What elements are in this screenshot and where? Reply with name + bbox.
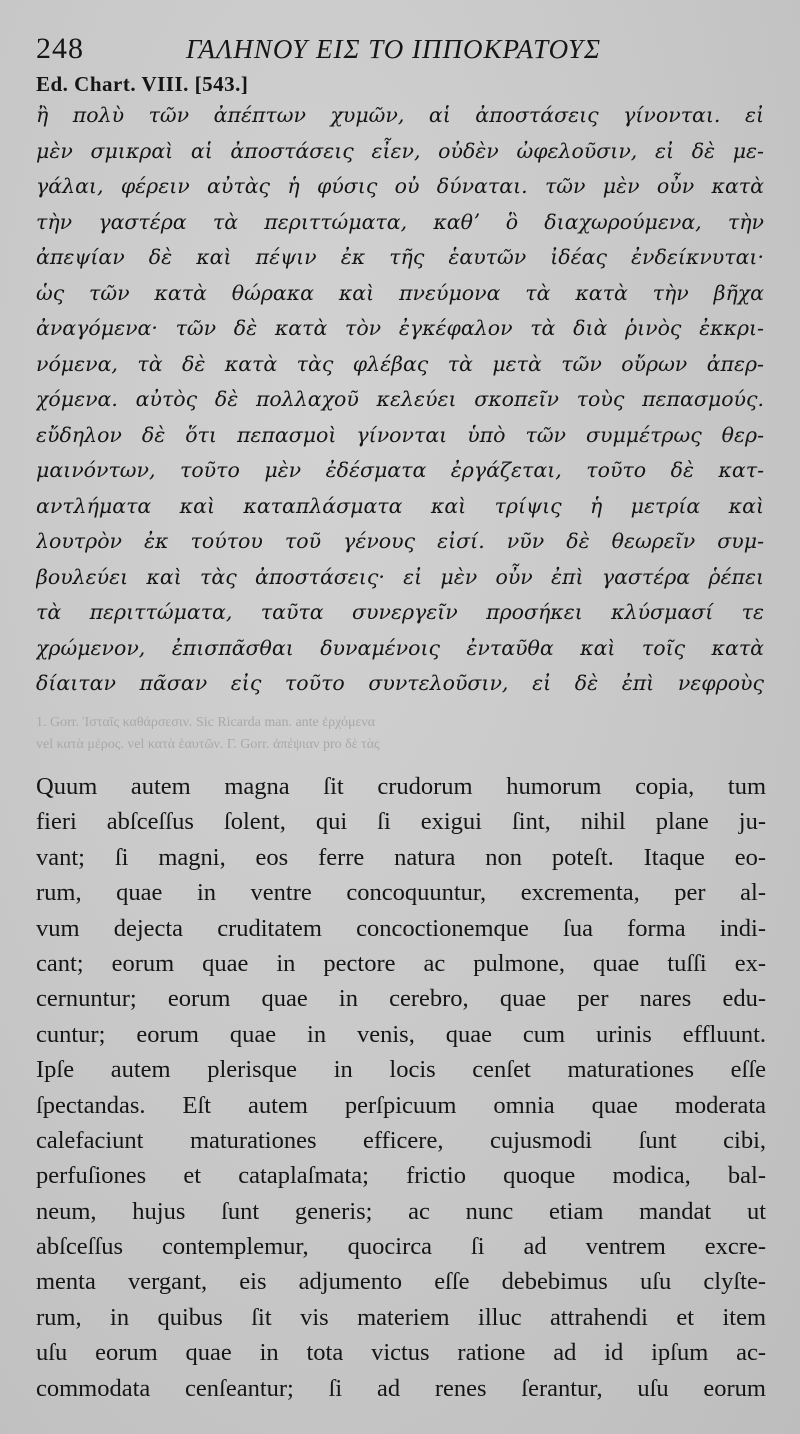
latin-text-line: uſu eorum quae in tota victus ratione ad id ipſum ac- bbox=[36, 1339, 766, 1367]
greek-text-line: ἢ πολὺ τῶν ἀπέπτων χυμῶν, αἱ ἀποστάσεις γίνονται. εἰ bbox=[36, 103, 764, 127]
show-through-line: 1. Gorr. Ἱσταῖς καθάρσεσιν. Sic Ricarda man. ante ἐρχόμενα bbox=[36, 715, 376, 730]
greek-text-block bbox=[36, 98, 764, 702]
show-through-line: vel κατὰ μέρος. vel κατὰ ἑαυτῶν. Γ. Gorr. ἀπέψιαν pro δὲ τὰς bbox=[36, 737, 380, 752]
greek-text-line: εὔδηλον δὲ ὅτι πεπασμοὶ γίνονται ὑπὸ τῶν συμμέτρως θερ- bbox=[36, 422, 764, 447]
latin-text-line: vum dejecta cruditatem concoctionemque ſua forma indi- bbox=[36, 914, 766, 942]
greek-text-line: τὴν γαστέρα τὰ περιττώματα, καθʼ ὃ διαχωρούμενα, τὴν bbox=[36, 209, 764, 234]
latin-text-line: vant; ſi magni, eos ferre natura non poteſt. Itaque eo- bbox=[36, 843, 766, 871]
latin-text-line: abſceſſus contemplemur, quocirca ſi ad ventrem excre- bbox=[36, 1233, 766, 1261]
latin-text-line: calefaciunt maturationes efficere, cujusmodi ſunt cibi, bbox=[36, 1126, 766, 1154]
latin-text-line: rum, quae in ventre concoquuntur, excrementa, per al- bbox=[36, 879, 766, 907]
latin-text-line: ſpectandas. Eſt autem perſpicuum omnia quae moderata bbox=[36, 1091, 766, 1119]
latin-text-line: fieri abſceſſus ſolent, qui ſi exigui ſint, nihil plane ju- bbox=[36, 808, 766, 836]
greek-text-line: ἀπεψίαν δὲ καὶ πέψιν ἐκ τῆς ἑαυτῶν ἰδέας ἐνδείκνυται· bbox=[36, 245, 764, 269]
greek-text-line: νόμενα, τὰ δὲ κατὰ τὰς φλέβας τὰ μετὰ τῶν οὔρων ἀπερ- bbox=[36, 351, 764, 376]
latin-text-line: cernuntur; eorum quae in cerebro, quae per nares edu- bbox=[36, 985, 766, 1013]
latin-text-line: Ipſe autem plerisque in locis cenſet maturationes eſſe bbox=[36, 1056, 766, 1084]
greek-text-line: μὲν σμικραὶ αἱ ἀποστάσεις εἶεν, οὐδὲν ὠφελοῦσιν, εἰ δὲ με- bbox=[36, 138, 764, 163]
latin-text-line: cuntur; eorum quae in venis, quae cum urinis effluunt. bbox=[36, 1020, 766, 1048]
greek-text-line: αντλήματα καὶ καταπλάσματα καὶ τρίψις ἡ μετρία καὶ bbox=[36, 493, 764, 518]
greek-text-line: ὡς τῶν κατὰ θώρακα καὶ πνεύμονα τὰ κατὰ τὴν βῆχα bbox=[36, 280, 764, 305]
edition-reference: Ed. Chart. VIII. [543.] bbox=[36, 72, 249, 96]
greek-text-line: βουλεύει καὶ τὰς ἀποστάσεις· εἰ μὲν οὖν ἐπὶ γαστέρα ῥέπει bbox=[36, 564, 764, 589]
latin-text-line: menta vergant, eis adjumento eſſe debebimus uſu clyſte- bbox=[36, 1268, 766, 1296]
running-title: ΓΑΛΗΝΟΥ ΕΙΣ ΤΟ ΙΠΠΟΚΡΑΤΟΥΣ bbox=[186, 34, 602, 64]
greek-text-line: χόμενα. αὐτὸς δὲ πολλαχοῦ κελεύει σκοπεῖν τοὺς πεπασμούς. bbox=[36, 387, 764, 411]
latin-text-line: rum, in quibus ſit vis materiem illuc attrahendi et item bbox=[36, 1303, 766, 1331]
greek-text-line: ἀναγόμενα· τῶν δὲ κατὰ τὸν ἐγκέφαλον τὰ διὰ ῥινὸς ἐκκρι- bbox=[36, 316, 764, 340]
greek-text-line: τὰ περιττώματα, ταῦτα συνεργεῖν προσήκει κλύσμασί τε bbox=[36, 600, 764, 624]
latin-text-line: commodata cenſeantur; ſi ad renes ſerantur, uſu eorum bbox=[36, 1374, 766, 1402]
page-header bbox=[36, 30, 776, 70]
latin-text-line: neum, hujus ſunt generis; ac nunc etiam mandat ut bbox=[36, 1197, 766, 1225]
greek-text-line: λουτρὸν ἐκ τούτου τοῦ γένους εἰσί. νῦν δὲ θεωρεῖν συμ- bbox=[36, 529, 764, 553]
latin-text-line: cant; eorum quae in pectore ac pulmone, quae tuſſi ex- bbox=[36, 949, 766, 977]
latin-text-block bbox=[36, 769, 766, 1406]
greek-text-line: δίαιταν πᾶσαν εἰς τοῦτο συντελοῦσιν, εἰ δὲ ἐπὶ νεφροὺς bbox=[36, 671, 764, 695]
greek-text-line: γάλαι, φέρειν αὐτὰς ἡ φύσις οὐ δύναται. τῶν μὲν οὖν κατὰ bbox=[36, 174, 764, 198]
show-through-text bbox=[36, 712, 764, 756]
latin-text-line: perfuſiones et cataplaſmata; frictio quoque modica, bal- bbox=[36, 1162, 766, 1190]
greek-text-line: χρώμενον, ἐπισπᾶσθαι δυναμένοις ἐνταῦθα καὶ τοῖς κατὰ bbox=[36, 635, 764, 660]
latin-text-line: Quum autem magna ſit crudorum humorum copia, tum bbox=[36, 773, 766, 800]
page-number: 248 bbox=[36, 32, 84, 65]
greek-text-line: μαινόντων, τοῦτο μὲν ἐδέσματα ἐργάζεται, τοῦτο δὲ κατ- bbox=[36, 458, 764, 482]
